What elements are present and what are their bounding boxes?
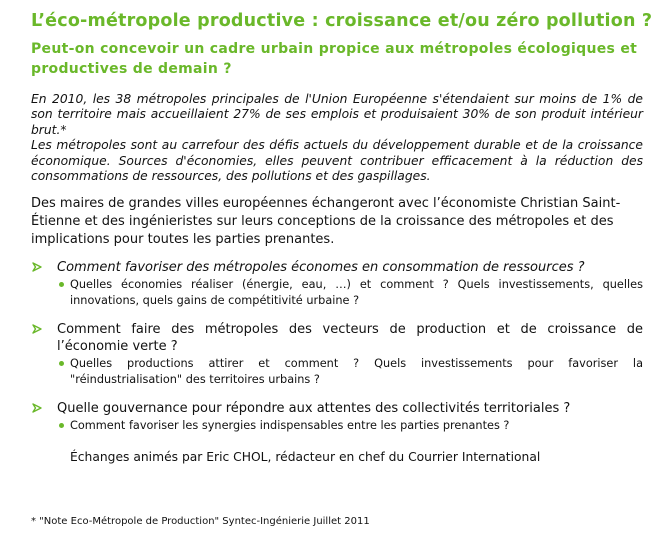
arrow-bullet-icon <box>32 324 42 334</box>
sub-question-text: Quelles économies réaliser (énergie, eau, …) et comment ? Quels investissements, quelles innovations, quels gains de compétitivité urbaine ? <box>70 278 643 308</box>
question-3-subs <box>31 418 643 434</box>
page-title: L’éco-métropole productive : croissance et/ou zéro pollution ? <box>31 11 653 31</box>
list-item <box>31 277 643 309</box>
question-1-subs <box>31 277 643 309</box>
dot-bullet-icon <box>59 282 64 287</box>
question-3 <box>31 400 643 417</box>
question-2-text: Comment faire des métropoles des vecteurs de production et de croissance de l’économie verte ? <box>57 322 643 355</box>
question-1-text: Comment favoriser des métropoles économes en consommation de ressources ? <box>57 260 585 276</box>
intro-block <box>31 92 643 184</box>
question-3-text: Quelle gouvernance pour répondre aux attentes des collectivités territoriales ? <box>57 401 571 417</box>
question-section-2 <box>31 321 643 388</box>
question-2-subs <box>31 356 643 388</box>
arrow-bullet-icon <box>32 403 42 413</box>
question-section-3 <box>31 400 643 434</box>
dot-bullet-icon <box>59 361 64 366</box>
moderator-line: Échanges animés par Eric CHOL, rédacteur en chef du Courrier International <box>70 450 541 465</box>
page-subtitle: Peut-on concevoir un cadre urbain propice aux métropoles écologiques et productives de demain ? <box>31 41 638 77</box>
lead-paragraph: Des maires de grandes villes européennes échangeront avec l’économiste Christian Saint-Étienne et des ingénieristes sur leurs conceptions de la croissance des métropoles et des implications pour toutes les parties prenantes. <box>31 196 621 248</box>
footnote: * "Note Eco-Métropole de Production" Syntec-Ingénierie Juillet 2011 <box>31 516 370 527</box>
sub-question-text: Quelles productions attirer et comment ? Quels investissements pour favoriser la "réindustrialisation" des territoires urbains ? <box>70 357 643 387</box>
arrow-bullet-icon <box>32 262 42 272</box>
sub-question-text: Comment favoriser les synergies indispensables entre les parties prenantes ? <box>70 419 510 433</box>
intro-paragraph-1: En 2010, les 38 métropoles principales de l'Union Européenne s'étendaient sur moins de 1% de son territoire mais accueillaient 27% de ses emplois et produisaient 30% de son produit intérieur brut.* <box>31 92 643 137</box>
list-item <box>31 418 643 434</box>
document-page <box>31 10 653 465</box>
dot-bullet-icon <box>59 423 64 428</box>
question-2 <box>31 321 643 355</box>
question-section-1 <box>31 259 643 309</box>
list-item <box>31 356 643 388</box>
question-1 <box>31 259 643 276</box>
intro-paragraph-2: Les métropoles sont au carrefour des défis actuels du développement durable et de la croissance économique. Sources d'économies, elles peuvent contribuer efficacement à la réduction des consommations de ressources, des pollutions et des gaspillages. <box>31 138 643 184</box>
